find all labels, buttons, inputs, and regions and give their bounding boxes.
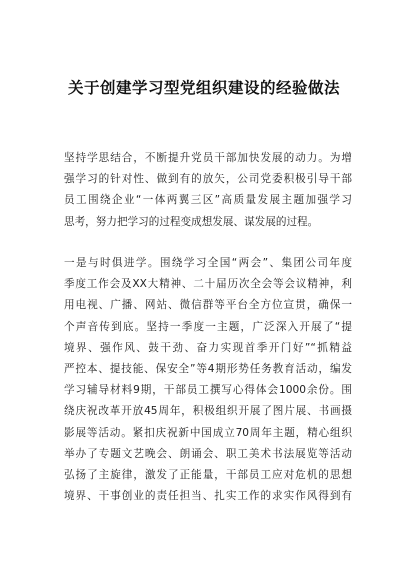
- paragraph-2: [64, 253, 352, 507]
- paragraph-line: 思考，努力把学习的过程变成想发展、谋发展的过程。: [64, 215, 319, 228]
- paragraph-line: 强学习的针对性、做到有的放矢，公司党委积极引导干部: [64, 173, 352, 186]
- paragraph-line: 坚持学思结合，不断提升党员干部加快发展的动力。为增: [64, 152, 352, 164]
- paragraph-line: 境界、干事创业的责任担当、扎实工作的求实作风得到有: [64, 490, 352, 503]
- paragraph-line: 个声音传到底。坚持一季度一主题，广泛深入开展了“提: [64, 320, 352, 333]
- paragraph-line: 季度工作会及XX大精神、二十届历次全会等会议精神，利: [64, 278, 352, 291]
- paragraph-line: 弘扬了主旋律，激发了正能量，干部员工应对危机的思想: [64, 468, 352, 481]
- paragraph-line: 一是与时俱进学。围绕学习全国“两会”、集团公司年度: [64, 257, 352, 269]
- paragraph-line: 影展等活动。紧扣庆祝新中国成立70周年主题，精心组织: [64, 426, 352, 439]
- paragraph-line: 员工围绕企业“一体两翼三区”高质量发展主题加强学习: [64, 194, 352, 207]
- paragraph-line: 严控本、提技能、保安全”等4期形势任务教育活动，编发: [64, 362, 352, 375]
- paragraph-line: 学习辅导材料9期，干部员工撰写心得体会1000余份。围: [64, 384, 352, 397]
- paragraph-1: [64, 148, 352, 233]
- paragraph-line: 用电视、广播、网站、微信群等平台全方位宣贯，确保一: [64, 299, 352, 312]
- paragraph-line: 绕庆祝改革开放45周年，积极组织开展了图片展、书画摄: [64, 405, 352, 418]
- paragraph-line: 举办了专题文艺晚会、朗诵会、职工美术书法展览等活动: [64, 447, 352, 460]
- paragraph-line: 境界、强作风、鼓干劲、奋力实现首季开门好”“抓精益: [64, 341, 352, 354]
- document-title: 关于创建学习型党组织建设的经验做法: [67, 79, 340, 97]
